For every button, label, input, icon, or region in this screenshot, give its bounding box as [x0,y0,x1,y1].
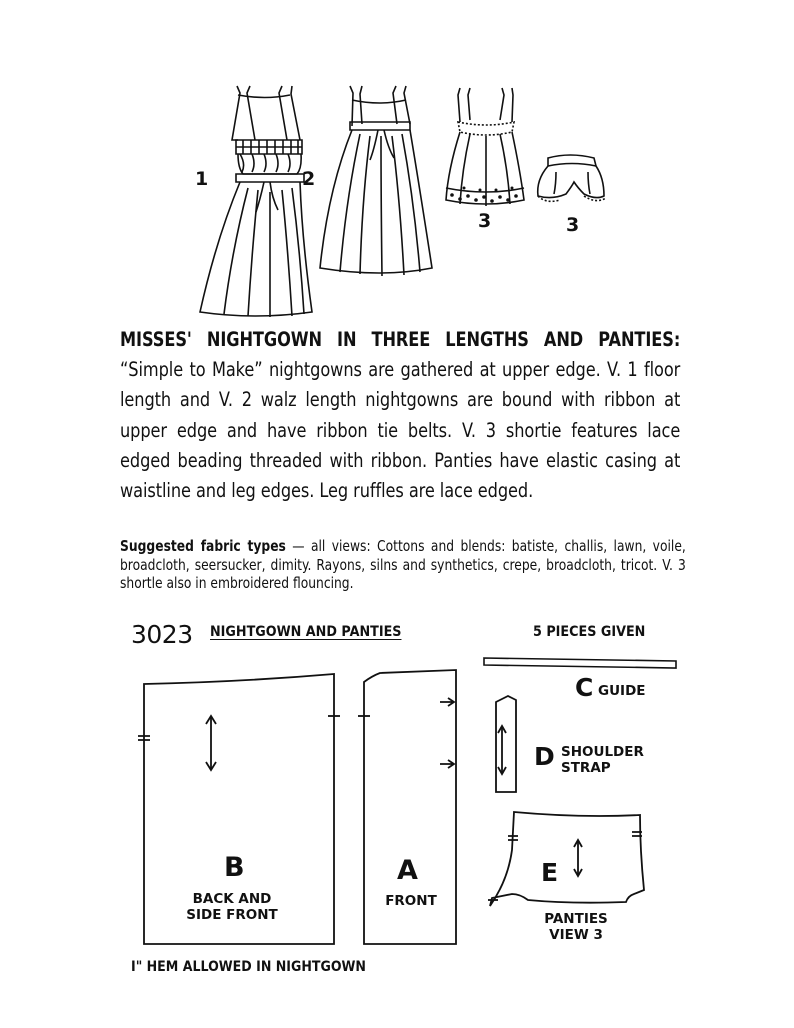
pieces-given: 5 PIECES GIVEN [533,624,646,640]
piece-b-label-line2: SIDE FRONT [186,907,278,923]
piece-d-outline [496,696,516,792]
view-number-3-panties: 3 [566,214,580,236]
description-heading: MISSES' NIGHTGOWN IN THREE LENGTHS AND PANTIES: [120,328,681,351]
hem-allowance-note: I" HEM ALLOWED IN NIGHTGOWN [131,959,366,975]
piece-e-label [534,911,618,943]
view-number-3-shortie: 3 [478,210,492,232]
gown-view-1-illustration [200,86,312,317]
piece-a-letter: A [397,855,418,886]
piece-d-label-line1: SHOULDER [561,744,644,760]
fabric-heading: Suggested fabric types [120,537,286,555]
pattern-title: NIGHTGOWN AND PANTIES [210,624,402,640]
gown-view-2-illustration [320,86,432,276]
view-number-2: 2 [302,168,316,190]
piece-a-label: FRONT [385,893,437,909]
piece-e-outline [488,812,644,906]
piece-d-letter: D [534,742,555,771]
shortie-view-3-illustration [446,88,524,206]
piece-b-letter: B [224,852,245,883]
piece-e-label-line1: PANTIES [544,911,608,927]
piece-c-label: GUIDE [598,683,646,699]
pattern-number: 3023 [131,620,193,649]
view-number-1: 1 [195,168,209,190]
piece-d-label-line2: STRAP [561,760,611,776]
piece-c-letter: C [575,673,594,702]
description-body: “Simple to Make” nightgowns are gathered at upper edge. V. 1 floor length and V. 2 walz length nightgowns are bound with ribbon at upper edge and have ribbon tie belts. V. 3 shortie features lace edged beading threaded with ribbon. Panties have elastic casing at waistline and leg edges. Leg ruffles are lace edged. [120,358,681,503]
piece-c-guide-outline [484,658,676,668]
fabric-suggestions [120,537,686,593]
piece-e-label-line2: VIEW 3 [549,927,603,943]
piece-b-label [176,891,288,923]
pattern-description [120,325,680,506]
piece-e-letter: E [541,858,559,887]
piece-d-label [561,744,644,776]
fabric-body: — all views: Cottons and blends: batiste, challis, lawn, voile, broadcloth, seersucker, dimity. Rayons, silns and synthetics, crepe, broadcloth, tricot. V. 3 shortle also in embroidered flouncing. [120,537,686,592]
panties-view-3-illustration [538,155,606,201]
piece-b-label-line1: BACK AND [192,891,272,907]
